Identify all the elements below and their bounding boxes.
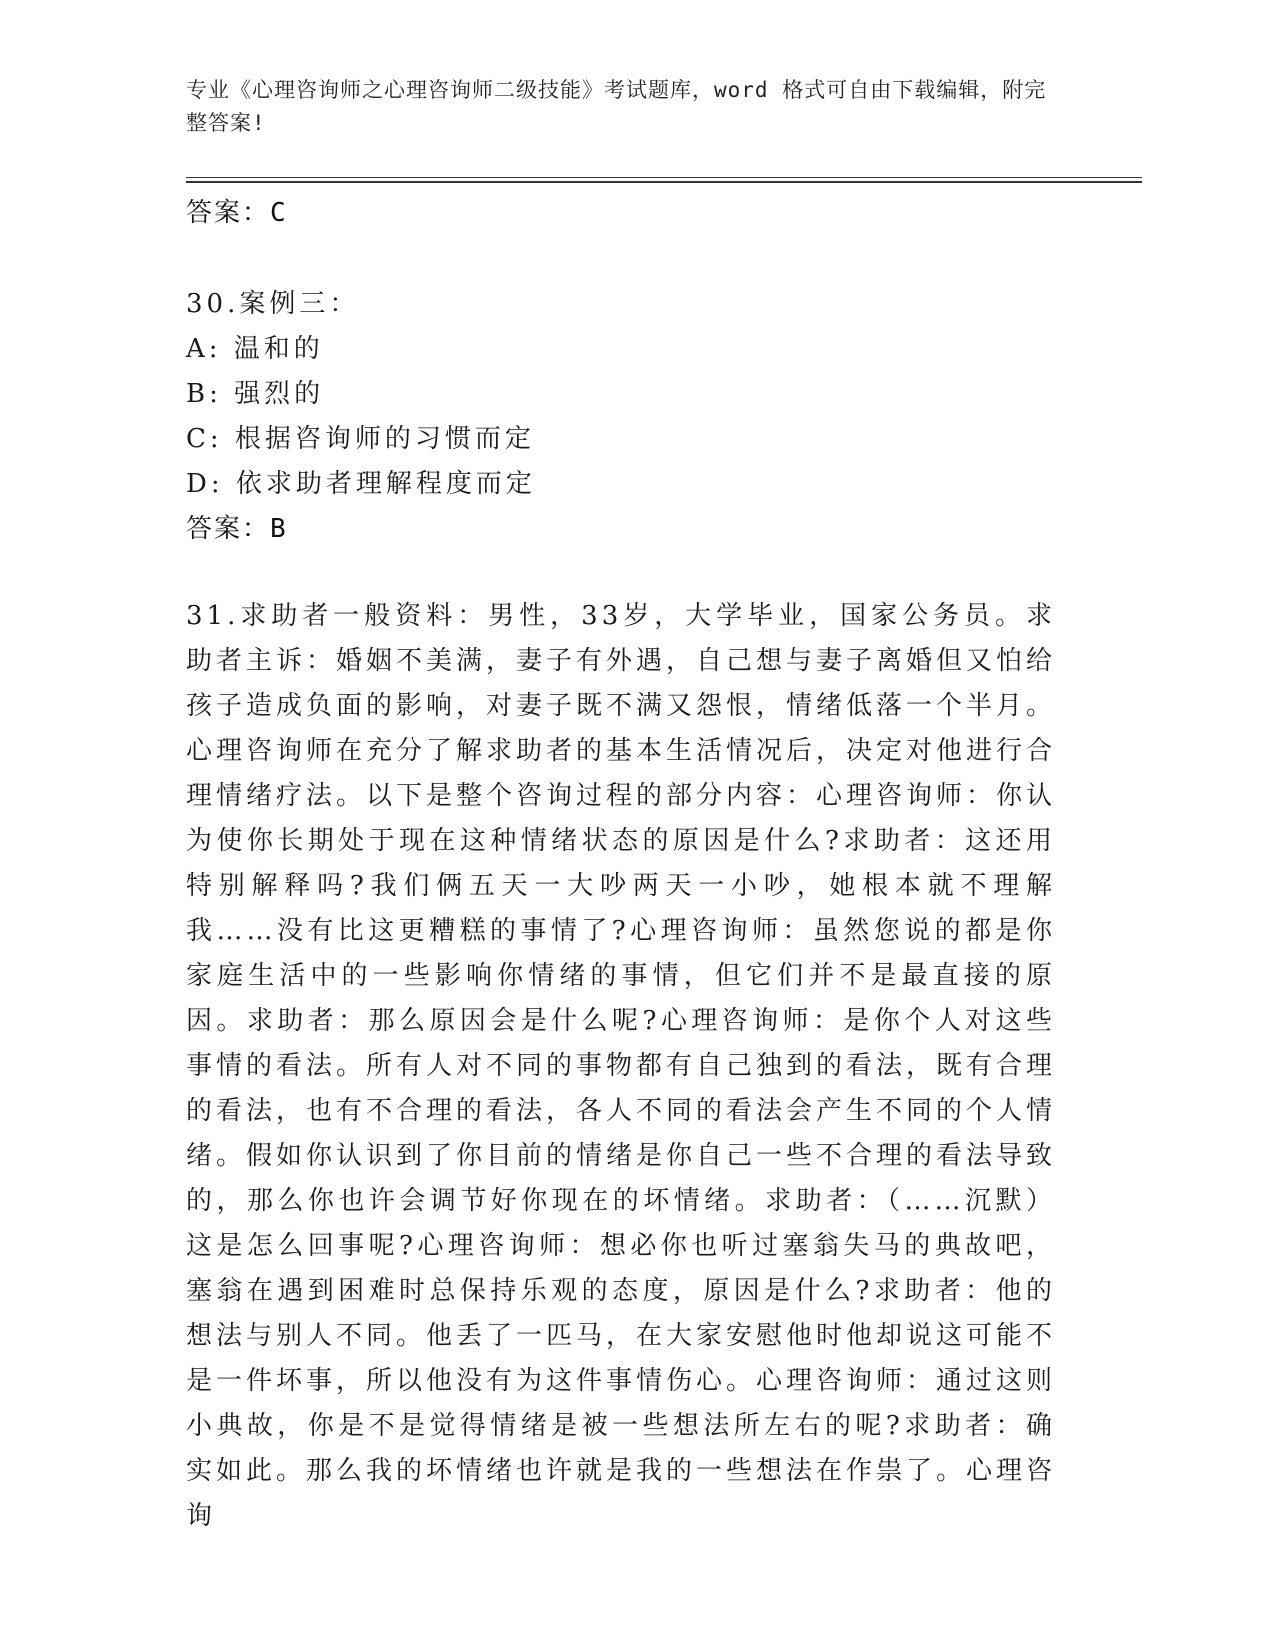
question-30 [186,282,1086,507]
option-c: C: 根据咨询师的习惯而定 [186,424,535,454]
question-stem: 30.案例三： [186,289,360,319]
answer-label: 答案： [186,198,271,228]
previous-answer [186,192,288,229]
document-header: 专业《心理咨询师之心理咨询师二级技能》考试题库，word 格式可自由下载编辑，附完整答案! [186,78,1047,135]
answer-label: 答案： [186,514,271,544]
answer-value: C [270,198,288,228]
option-b: B: 强烈的 [186,379,325,409]
header-divider-thick [186,181,1142,183]
header-divider-thin [186,177,1142,178]
option-a: A: 温和的 [186,334,324,364]
question-30-answer [186,508,288,545]
question-31: 31.求助者一般资料：男性，33岁，大学毕业，国家公务员。求助者主诉：婚姻不美满，妻子有外遇，自己想与妻子离婚但又怕给孩子造成负面的影响，对妻子既不满又怨恨，情绪低落一个半月。心理咨询师在充分了解求助者的基本生活情况后，决定对他进行合理情绪疗法。以下是整个咨询过程的部分内容：心理咨询师：你认为使你长期处于现在这种情绪状态的原因是什么?求助者：这还用特别解释吗?我们俩五天一大吵两天一小吵，她根本就不理解我……没有比这更糟糕的事情了?心理咨询师：虽然您说的都是你家庭生活中的一些影响你情绪的事情，但它们并不是最直接的原因。求助者：那么原因会是什么呢?心理咨询师：是你个人对这些事情的看法。所有人对不同的事物都有自己独到的看法，既有合理的看法，也有不合理的看法，各人不同的看法会产生不同的个人情绪。假如你认识到了你目前的情绪是你自己一些不合理的看法导致的，那么你也许会调节好你现在的坏情绪。求助者：（……沉默）这是怎么回事呢?心理咨询师：想必你也听过塞翁失马的典故吧，塞翁在遇到困难时总保持乐观的态度，原因是什么?求助者：他的想法与别人不同。他丢了一匹马，在大家安慰他时他却说这可能不是一件坏事，所以他没有为这件事情伤心。心理咨询师：通过这则小典故，你是不是觉得情绪是被一些想法所左右的呢?求助者：确实如此。那么我的坏情绪也许就是我的一些想法在作祟了。心理咨询 [186,601,1057,1531]
option-d: D: 依求助者理解程度而定 [186,469,536,499]
answer-value: B [270,514,288,544]
